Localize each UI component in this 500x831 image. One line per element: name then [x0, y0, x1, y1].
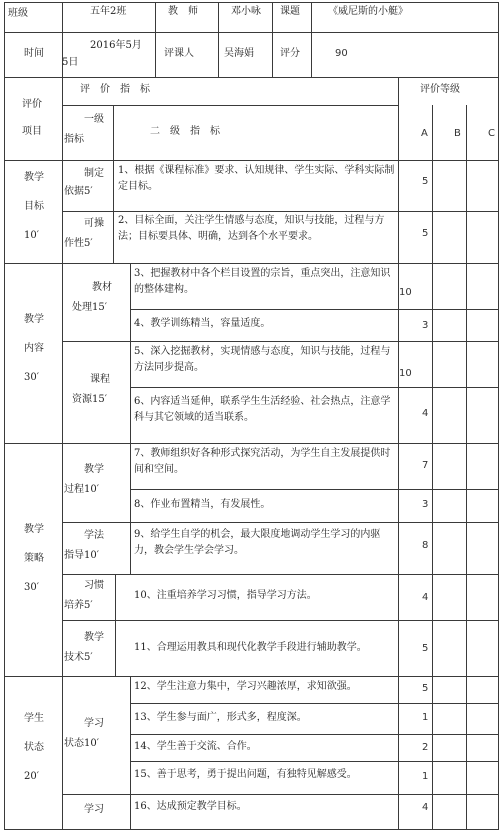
score-a: 10 [399, 287, 412, 298]
primary-2-a: 可操 [84, 218, 104, 229]
indicator-row: 4、教学训练精当，容量适度。 [134, 318, 271, 329]
section-strategy-l3: 30′ [24, 582, 39, 593]
indicator-row: 10、注重培养学习习惯，指导学习方法。 [134, 590, 317, 601]
section-content-l1: 教学 [24, 314, 44, 325]
rule [272, 2, 273, 77]
score-a: 4 [422, 592, 429, 603]
indicator-row: 7、教师组织好各种形式探究活动，为学生自主发展提供时间和空间。 [134, 448, 391, 475]
primary-6-a: 学法 [84, 530, 104, 541]
teacher-value: 邓小咏 [231, 6, 261, 17]
score-a: 10 [399, 368, 412, 379]
rule [466, 105, 467, 830]
primary-7-a: 习惯 [84, 580, 104, 591]
section-student-l3: 20′ [24, 771, 39, 782]
grade-header: 评价等级 [420, 84, 460, 95]
primary-2-b: 作性5′ [64, 238, 93, 249]
primary-9-b: 状态10′ [64, 738, 99, 749]
indicator-row: 6、内容适当延伸，联系学生生活经验、社会热点，注意学科与其它领域的适当联系。 [134, 396, 391, 423]
indicator-row: 11、合理运用教具和现代化教学手段进行辅助教学。 [134, 642, 367, 653]
rule [130, 734, 498, 735]
rule [4, 676, 498, 677]
score-label: 评分 [280, 48, 300, 59]
rule [155, 2, 156, 77]
rule [4, 77, 498, 78]
rule [398, 77, 399, 830]
section-student-l1: 学生 [24, 713, 44, 724]
rule [130, 522, 131, 574]
rule [4, 2, 498, 3]
time-label: 时间 [24, 48, 44, 59]
eval-indicator-header: 评 价 指 标 [80, 84, 150, 95]
rule [130, 703, 498, 704]
section-goal-l2: 目标 [24, 201, 44, 212]
section-content-l2: 内容 [24, 343, 44, 354]
section-content-l3: 30′ [24, 372, 39, 383]
rule [4, 160, 498, 161]
indicator-row: 15、善于思考，勇于提出问题，有独特见解感受。 [134, 769, 357, 780]
rule [115, 574, 116, 676]
level-1-header-b: 指标 [64, 134, 84, 145]
level-2-header: 二 级 指 标 [150, 126, 220, 137]
primary-5-a: 教学 [84, 464, 104, 475]
indicator-row: 8、作业布置精当，有发展性。 [134, 499, 271, 510]
score-value: 90 [335, 48, 348, 59]
evaluator-value: 吴海娟 [224, 48, 254, 59]
indicator-row: 13、学生参与面广，形式多，程度深。 [134, 712, 307, 723]
primary-7-b: 培养5′ [64, 600, 93, 611]
evaluator-label: 评课人 [164, 48, 194, 59]
indicator-row: 3、把握教材中各个栏目设置的宗旨，重点突出，注意知识的整体建构。 [134, 268, 391, 295]
section-student-l2: 状态 [24, 742, 44, 753]
score-a: 7 [422, 460, 429, 471]
rule [130, 387, 498, 388]
score-a: 4 [422, 408, 429, 419]
eval-item-header-2: 项目 [22, 126, 42, 137]
class-value: 五年2班 [90, 6, 127, 17]
section-strategy-l1: 教学 [24, 524, 44, 535]
score-a: 4 [422, 802, 429, 813]
score-a: 3 [422, 320, 429, 331]
primary-3-a: 教材 [92, 282, 112, 293]
rule [4, 32, 498, 33]
score-a: 5 [422, 228, 429, 239]
rule [130, 761, 498, 762]
rule [130, 489, 498, 490]
primary-9-a: 学习 [84, 718, 104, 729]
score-a: 8 [422, 540, 429, 551]
rule [130, 309, 498, 310]
teacher-label: 教 师 [168, 6, 198, 17]
rule [498, 2, 499, 830]
time-value-line2: 5日 [62, 57, 79, 68]
score-a: 1 [422, 712, 429, 723]
primary-3-b: 处理15′ [72, 302, 107, 313]
rule [4, 829, 498, 830]
class-label: 班级 [8, 8, 28, 19]
rule [4, 2, 5, 830]
topic-value: 《威尼斯的小艇》 [328, 6, 408, 17]
topic-label: 课题 [280, 6, 300, 17]
primary-4-a: 课程 [90, 374, 110, 385]
grade-c-header: C [488, 128, 495, 139]
primary-1-b: 依据5′ [64, 186, 93, 197]
rule [432, 105, 433, 830]
grade-b-header: B [454, 128, 461, 139]
rule [130, 263, 131, 522]
indicator-row: 2、目标全面，关注学生情感与态度，知识与技能，过程与方法；目标要具体、明确，达到各个水平要求。 [118, 215, 385, 242]
rule [218, 2, 219, 77]
score-a: 5 [422, 683, 429, 694]
rule [113, 105, 114, 263]
eval-item-header-1: 评价 [22, 99, 42, 110]
level-1-header-a: 一级 [84, 114, 104, 125]
primary-8-b: 技术5′ [64, 652, 93, 663]
time-value-line1: 2016年5月 [90, 40, 142, 51]
indicator-row: 1、根据《课程标准》要求、认知规律、学生实际、学科实际制定目标。 [118, 165, 395, 192]
section-strategy-l2: 策略 [24, 553, 44, 564]
score-a: 3 [422, 499, 429, 510]
rule [4, 263, 498, 264]
rule [130, 676, 131, 830]
score-a: 5 [422, 176, 429, 187]
primary-1-a: 制定 [84, 168, 104, 179]
rule [4, 443, 498, 444]
grade-a-header: A [421, 128, 428, 139]
primary-6-b: 指导10′ [64, 550, 99, 561]
indicator-row: 12、学生注意力集中，学习兴趣浓厚，求知欲强。 [134, 681, 357, 692]
section-goal-l3: 10′ [24, 230, 39, 241]
section-goal-l1: 教学 [24, 172, 44, 183]
score-a: 5 [422, 643, 429, 654]
primary-5-b: 过程10′ [64, 484, 99, 495]
primary-10-a: 学习 [84, 804, 104, 815]
rule [311, 2, 312, 77]
rule [62, 77, 63, 830]
indicator-row: 16、达成预定教学目标。 [134, 801, 247, 812]
indicator-row: 5、深入挖掘教材，实现情感与态度，知识与技能，过程与方法同步提高。 [134, 346, 391, 373]
primary-8-a: 教学 [84, 632, 104, 643]
primary-4-b: 资源15′ [72, 394, 107, 405]
indicator-row: 14、学生善于交流、合作。 [134, 741, 257, 752]
score-a: 1 [422, 771, 429, 782]
indicator-row: 9、给学生自学的机会，最大限度地调动学生学习的内驱力，教会学生学会学习。 [134, 529, 381, 556]
score-a: 2 [422, 742, 429, 753]
